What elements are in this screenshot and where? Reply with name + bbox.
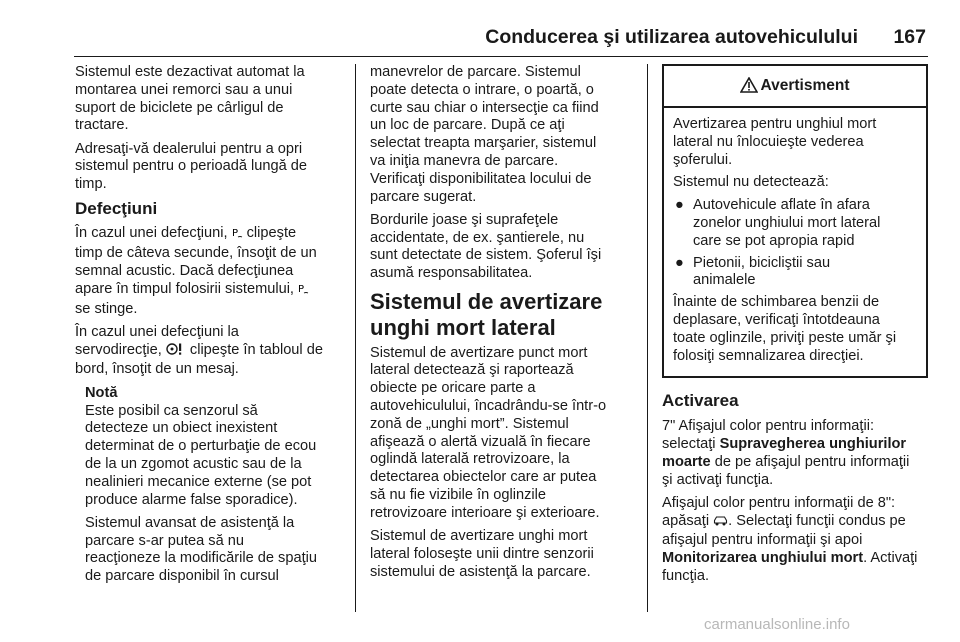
parking-sensor-icon [298, 282, 309, 301]
paragraph: manevrelor de parcare. Sistemul poate detecta o intrare, o poartă, o curte sau chiar o intersecţie ca fiind un loc de parcare. După ce aţi selectat treapta marşarier, sistemul va iniţia manevra de parcare. Verificaţi disponibilitatea locului de parcare sugerat. [370, 64, 599, 205]
column-divider-1 [355, 64, 356, 612]
paragraph: Sistemul de avertizare punct mort lateral detectează şi raportează obiecte pe oricare parte a autovehiculului, încadrându-se într-o zonă de „unghi mort”. Sistemul afişează o alertă vizuală în fiecare oglindă laterală retrovizoare, la detectarea obiectelor care ar putea să nu fie vizibile în oglinzile retrovizoare interioare şi exterioare. [370, 344, 607, 521]
heading-activation: Activarea [662, 391, 739, 411]
section-heading: Sistemul de avertizare unghi mort lateral [370, 288, 603, 340]
heading-faults: Defecţiuni [75, 198, 158, 218]
header-rule [74, 56, 928, 57]
paragraph-fault: În cazul unei defecţiuni, P clipeşte timp de câteva secunde, însoţit de un semnal acustic. Dacă defecţiunea apare în timpul folosirii sistemului, P se stinge. [75, 225, 317, 317]
note-text: Sistemul avansat de asistenţă la parcare s-ar putea să nu reacţioneze la modificările de spaţiu de parcare disponibil în cursul [85, 514, 318, 585]
page-title: Conducerea şi utilizarea autovehiculului [485, 26, 858, 48]
car-icon [713, 515, 728, 533]
list-item: ● Pietonii, bicicliştii sau animalele [675, 254, 831, 289]
warning-text: Înainte de schimbarea benzii de deplasare, verificaţi întotdeauna toate oglinzile, priviţi peste umăr şi folosiţi semnalizarea direcţiei. [673, 294, 897, 364]
paragraph-activation-7: 7" Afişajul color pentru informaţii: selectaţi Supravegherea unghiurilor moarte de pe afişajul pentru informaţii şi activaţi funcţia. [662, 418, 910, 488]
list-item: ● Autovehicule aflate în afara zonelor unghiului mort lateral care se pot apropia rapid [675, 197, 881, 249]
column-2 [370, 64, 638, 587]
paragraph: Sistemul este dezactivat automat la montarea unei remorci sau a unui suport de biciclete pe cârligul de tractare. [75, 64, 305, 134]
parking-sensor-icon [232, 226, 243, 245]
paragraph: Sistemul de avertizare unghi mort lateral foloseşte unii dintre senzorii sistemului de asistenţă la parcare. [370, 528, 594, 580]
note-block [75, 385, 343, 586]
warning-title: Avertisment [760, 77, 850, 94]
paragraph-steering: În cazul unei defecţiuni la servodirecţie, clipeşte în tabloul de bord, însoţit de un mesaj. [75, 323, 323, 378]
warning-header [664, 66, 926, 108]
paragraph: Adresaţi-vă dealerului pentru a opri sistemul pentru o perioadă lungă de timp. [75, 140, 308, 193]
page-header [74, 26, 928, 54]
paragraph: Bordurile joase şi suprafeţele accidentate, de ex. şantierele, nu sunt detectate de sistem. Şoferul îşi asumă responsabilitatea. [370, 211, 602, 282]
svg-text:P: P [298, 283, 305, 295]
warning-box [662, 64, 928, 378]
warning-text: Sistemul nu detectează: [673, 174, 829, 191]
page-number: 167 [893, 26, 926, 48]
steering-warning-icon [166, 342, 186, 362]
warning-triangle-icon [740, 69, 758, 109]
warning-text: Avertizarea pentru unghiul mort lateral nu înlocuieşte vederea şoferului. [673, 116, 877, 168]
note-label: Notă [85, 384, 118, 401]
watermark: carmanualsonline.info [704, 616, 850, 633]
paragraph-activation-8: Afişajul color pentru informaţii de 8": apăsaţi . Selectaţi funcţii condus pe afişajul pentru informaţii şi apoi Monitorizarea unghiului mort. Activaţi funcţia. [662, 494, 918, 585]
column-divider-2 [647, 64, 648, 612]
svg-text:P: P [231, 228, 238, 240]
note-text: Este posibil ca senzorul să detecteze un obiect inexistent determinat de o perturbaţie de ecou de la un zgomot acustic sau de la nealinieri mecanice externe (se pot produce alarme false sporadice). [85, 402, 317, 508]
column-3 [662, 64, 930, 591]
warning-body [664, 108, 926, 376]
column-1 [75, 64, 343, 592]
